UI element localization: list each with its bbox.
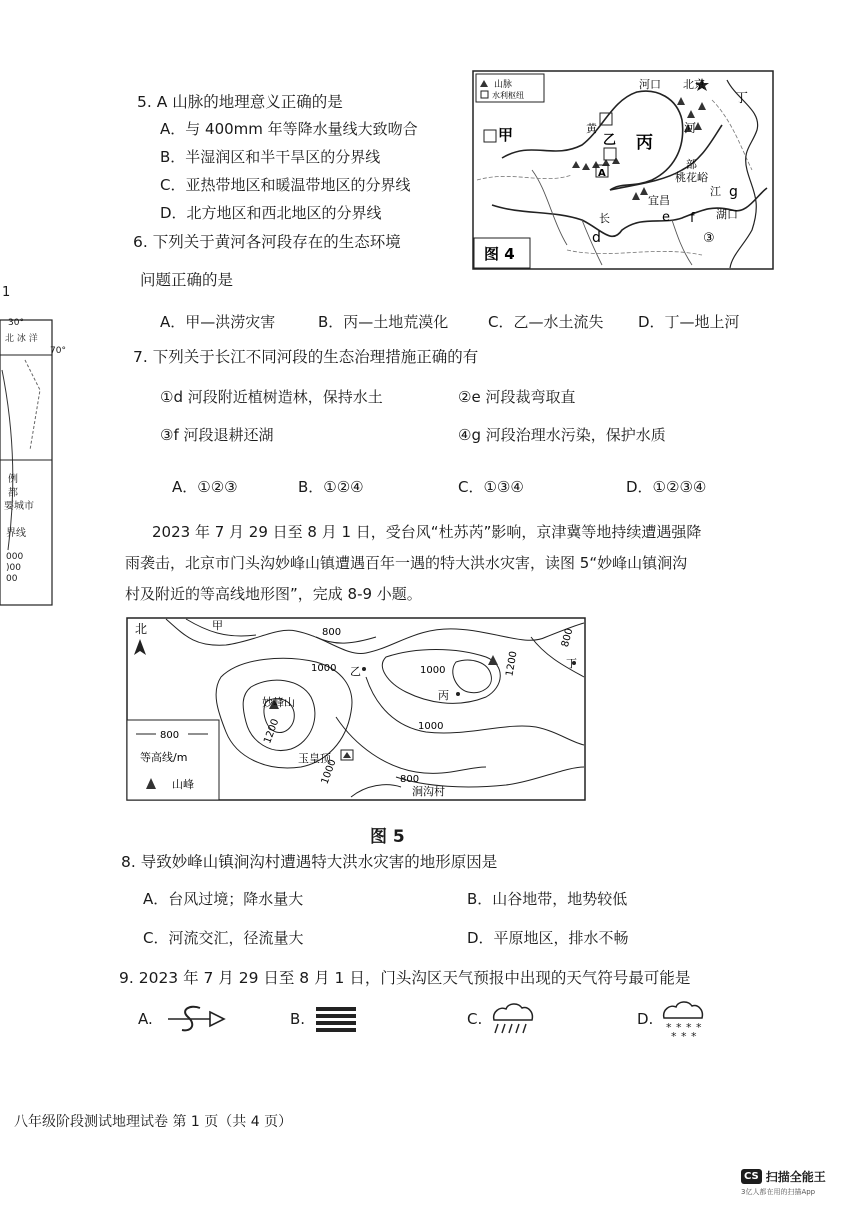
north-label: 北 [135,622,148,636]
contour-label: 1000 [418,721,444,732]
svg-text:*: * [691,1030,697,1042]
item-4: ④g 河段治理水污染，保护水质 [458,426,666,444]
fragment-text: 例 [8,474,18,485]
scanner-tagline: 3亿人都在用的扫描App [741,1188,816,1196]
snow-symbol-icon [660,998,708,1042]
svg-text:*: * [666,1021,672,1034]
option-b: B．丙—土地荒漠化 [318,313,449,331]
label-beijing: 北京 [683,78,705,91]
option-a: A．台风过境；降水量大 [143,890,304,908]
option-c: C．乙—水土流失 [488,313,604,331]
label-huang: 黄 [586,122,597,135]
item-2: ②e 河段裁弯取直 [458,388,576,406]
svg-text:*: * [676,1021,682,1034]
label-g: g [729,184,738,200]
fragment-text: 界线 [6,528,26,539]
label-ding: 丁 [735,91,749,106]
fragment-text: 北 冰 洋 [5,334,38,344]
contour-label: 800 [559,627,576,649]
passage-line: 雨袭击，北京市门头沟妙峰山镇遭遇百年一遇的特大洪水灾害，读图 5“妙峰山镇涧沟 [125,554,688,572]
svg-text:*: * [696,1021,702,1034]
label-e: e [662,210,670,225]
option-d: D．平原地区，排水不畅 [467,929,629,947]
legend-peak-label: 山峰 [172,778,194,791]
question-stem: 6. 下列关于黄河各河段存在的生态环境 [133,233,401,251]
page-footer: 八年级阶段测试地理试卷 第 1 页（共 4 页） [14,1114,293,1130]
question-stem: 9. 2023 年 7 月 29 日至 8 月 1 日，门头沟区天气预报中出现的天气符号最可能是 [119,969,691,987]
option-c: C．河流交汇，径流量大 [143,929,304,947]
legend-contour-value: 800 [160,730,180,741]
option-c-letter: C. [467,1010,483,1028]
option-d: D．北方地区和西北地区的分界线 [160,204,382,222]
label-ding: 丁 [566,657,577,670]
fragment-text: 都 [8,488,18,499]
label-bing: 丙 [438,689,449,702]
scanner-name: 扫描全能王 [765,1170,826,1184]
scanner-logo-icon: CS [741,1169,762,1184]
option-d: D．丁—地上河 [638,313,740,331]
option-b: B．半湿润区和半干旱区的分界线 [160,148,381,166]
figure-4-caption: 图 4 [484,245,515,263]
contour-label: 1000 [420,665,446,676]
option-b-letter: B. [290,1010,306,1028]
label-taohuayu: 桃花峪 [675,171,708,184]
label-yuhuang: 玉皇顶 [298,752,331,765]
legend-mountain: 山脉 [494,80,513,90]
legend-dam: 水利枢纽 [492,91,524,100]
label-jiang: 江 [710,185,721,198]
label-bing: 丙 [636,133,653,153]
legend-contour-label: 等高线/m [140,751,188,764]
svg-text:*: * [681,1030,687,1042]
contour-label: 1200 [262,717,282,746]
option-d: D．①②③④ [626,478,707,496]
label-num3: ③ [703,231,715,246]
option-a-letter: A. [138,1010,153,1028]
rain-symbol-icon [490,1000,536,1038]
label-bu: 部 [686,158,697,171]
label-he: 河 [684,121,697,135]
fragment-text: 30° [8,318,24,328]
label-hekou: 河口 [639,78,661,91]
option-c: C．①③④ [458,478,524,496]
item-1: ①d 河段附近植树造林，保持水土 [160,388,383,406]
figure-5-caption: 图 5 [370,827,405,847]
contour-label: 800 [322,627,342,638]
passage-line: 村及附近的等高线地形图”，完成 8-9 小题。 [125,585,422,603]
contour-label: 800 [400,774,420,785]
label-d: d [592,230,601,246]
label-jiangou: 涧沟村 [412,785,445,798]
option-b: B．山谷地带，地势较低 [467,890,628,908]
option-a: A．甲—洪涝灾害 [160,313,276,331]
passage-line: 2023 年 7 月 29 日至 8 月 1 日，受台风“杜苏芮”影响，京津冀等地持续遭遇强降 [152,523,702,541]
fragment-text: 1 [2,285,11,300]
option-a: A．①②③ [172,478,238,496]
typhoon-symbol-icon [166,1002,228,1036]
contour-label: 1000 [319,758,339,786]
question-stem: 7. 下列关于长江不同河段的生态治理措施正确的有 [133,348,479,366]
label-miaofeng: 妙峰山 [262,696,295,709]
label-yi: 乙 [350,665,361,678]
label-jia: 甲 [498,126,514,144]
fog-symbol-icon [314,1004,360,1034]
fragment-text: 要城市 [4,501,34,512]
fragment-text: )00 [6,563,21,573]
option-b: B．①②④ [298,478,364,496]
label-f: f [690,211,695,226]
label-yi: 乙 [603,133,617,148]
scanner-watermark [741,1168,851,1197]
option-a: A．与 400mm 年等降水量线大致吻合 [160,120,418,138]
contour-label: 1000 [311,663,337,674]
item-3: ③f 河段退耕还湖 [160,426,274,444]
question-stem: 5. A 山脉的地理意义正确的是 [137,93,343,111]
fragment-text: 00 [6,574,18,584]
question-stem: 8. 导致妙峰山镇涧沟村遭遇特大洪水灾害的地形原因是 [121,853,498,871]
fragment-text: 000 [6,552,24,562]
figure-5-contour-map [126,617,586,802]
label-chang: 长 [599,212,610,225]
label-yichang: 宜昌 [648,194,670,207]
label-jia: 甲 [212,619,223,632]
figure-4-map [472,70,774,270]
question-stem-cont: 问题正确的是 [140,271,234,289]
svg-text:*: * [686,1021,692,1034]
contour-label: 1200 [504,650,520,678]
option-c: C．亚热带地区和暖温带地区的分界线 [160,176,411,194]
option-d-letter: D. [637,1010,654,1028]
fragment-text: 70° [50,346,66,356]
svg-text:*: * [671,1030,677,1042]
label-hukou: 湖口 [716,208,738,221]
label-a: A [598,168,606,179]
